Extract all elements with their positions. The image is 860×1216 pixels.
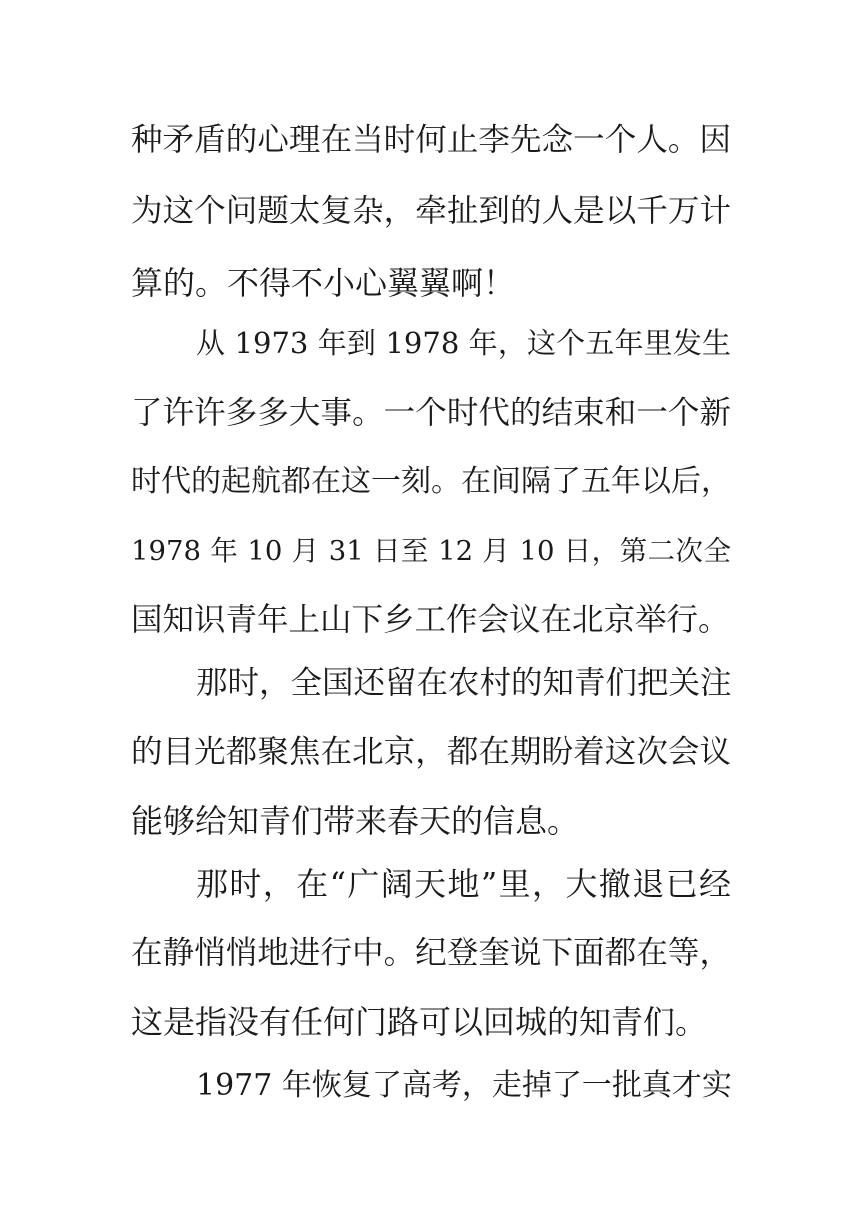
text-line: 了许许多多大事。一个时代的结束和一个新 xyxy=(131,395,731,431)
text-line: 能够给知青们带来春天的信息。 xyxy=(131,802,580,840)
text-line: 时代的起航都在这一刻。在间隔了五年以后， xyxy=(131,464,731,499)
text-line: 在静悄悄地进行中。纪登奎说下面都在等， xyxy=(131,935,731,971)
text-line: 1978 年 10 月 31 日至 12 月 10 日，第二次全 xyxy=(131,535,731,567)
text-line: 的目光都聚焦在北京，都在期盼着这次会议 xyxy=(131,734,731,770)
text-line: 种矛盾的心理在当时何止李先念一个人。因 xyxy=(131,122,731,158)
text-line: 这是指没有任何门路可以回城的知青们。 xyxy=(131,1003,708,1041)
text-line: 国知识青年上山下乡工作会议在北京举行。 xyxy=(131,602,730,638)
text-line: 那时，在“广阔天地”里，大撤退已经 xyxy=(196,865,731,903)
text-line: 从 1973 年到 1978 年，这个五年里发生 xyxy=(196,326,731,360)
text-line: 算的。不得不小心翼翼啊！ xyxy=(131,264,516,302)
text-line: 那时，全国还留在农村的知青们把关注 xyxy=(196,665,732,701)
text-line: 为这个问题太复杂，牵扯到的人是以千万计 xyxy=(131,193,731,229)
text-line: 1977 年恢复了高考，走掉了一批真才实 xyxy=(196,1068,732,1103)
